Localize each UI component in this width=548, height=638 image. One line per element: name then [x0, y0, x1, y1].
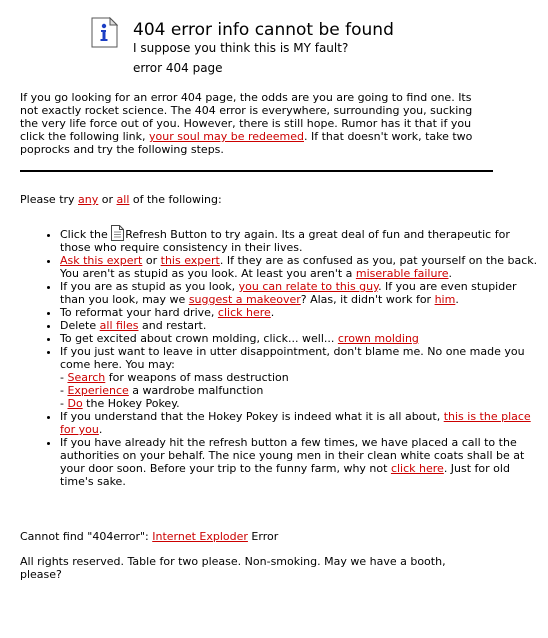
- page-title: 404 error info cannot be found: [133, 20, 394, 40]
- old-times-click-here-link[interactable]: click here: [390, 462, 444, 475]
- list-item: [60, 345, 540, 410]
- step7-search-text: for weapons of mass destruction: [105, 371, 289, 384]
- please-prefix: Please try: [20, 193, 79, 206]
- step7-dash: -: [60, 371, 68, 384]
- step9-text-end: . Just for old time's sake.: [60, 462, 510, 488]
- all-files-link[interactable]: all files: [99, 319, 139, 332]
- footer-suffix: Error: [247, 530, 279, 543]
- reformat-click-here-link[interactable]: click here: [217, 306, 271, 319]
- step3-text-mid2: ? Alas, it didn't work for: [300, 293, 435, 306]
- step7-do-text: the Hokey Pokey.: [82, 397, 180, 410]
- step7-dash: -: [60, 384, 68, 397]
- step3-text-mid: . If you are even stupider than you look, may we: [60, 280, 517, 306]
- soul-redeemed-link[interactable]: your soul may be redeemed: [149, 130, 304, 143]
- experience-link[interactable]: Experience: [67, 384, 129, 397]
- list-item: [60, 436, 540, 488]
- place-for-you-link[interactable]: this is the place for you: [60, 410, 531, 436]
- please-or: or: [98, 193, 117, 206]
- internet-exploder-link[interactable]: Internet Exploder: [152, 530, 248, 543]
- makeover-link[interactable]: suggest a makeover: [188, 293, 301, 306]
- step3-end: .: [455, 293, 459, 306]
- list-item: [60, 306, 540, 319]
- any-link[interactable]: any: [78, 193, 99, 206]
- list-item: [60, 410, 540, 436]
- page-subtitle-secondary: error 404 page: [133, 61, 223, 75]
- step7-experience-text: a wardrobe malfunction: [128, 384, 264, 397]
- step4-end: .: [270, 306, 275, 319]
- step5-text: Delete: [60, 319, 100, 332]
- page-subtitle: I suppose you think this is MY fault?: [133, 41, 349, 55]
- step2-end: .: [448, 267, 452, 280]
- step1-text: Click the: [60, 228, 112, 241]
- step6-text: To get excited about crown molding, click... well...: [60, 332, 338, 345]
- step2-text: . If they are as confused as you, pat yourself on the back. You aren't as stupid as you look. At least you aren't a: [60, 254, 538, 280]
- step1-text-end: Refresh Button to try again. Its a great deal of fun and therapeutic for those who require consistency in their lives.: [60, 228, 510, 254]
- step8-text: If you understand that the Hokey Pokey is indeed what it is all about,: [60, 410, 444, 423]
- step4-text: To reformat your hard drive,: [60, 306, 218, 319]
- step7-text: If you just want to leave in utter disappointment, don't blame me. No one made you come here. You may:: [60, 345, 525, 371]
- step2-or: or: [142, 254, 161, 267]
- step8-end: .: [98, 423, 103, 436]
- search-link[interactable]: Search: [67, 371, 106, 384]
- divider: [20, 170, 493, 172]
- steps-list: [20, 225, 540, 488]
- list-item: [60, 254, 540, 280]
- info-icon: [91, 17, 118, 48]
- page-icon: [111, 225, 124, 241]
- list-item: [60, 280, 540, 306]
- this-expert-link[interactable]: this expert: [160, 254, 220, 267]
- list-item: [60, 319, 540, 332]
- step3-text: If you are as stupid as you look,: [60, 280, 239, 293]
- intro-paragraph: [20, 91, 490, 156]
- please-try-line: [20, 193, 222, 206]
- crown-molding-link[interactable]: crown molding: [337, 332, 419, 345]
- rights-footer: All rights reserved. Table for two please. Non-smoking. May we have a booth, please?: [20, 555, 446, 581]
- step9-text: If you have already hit the refresh button a few times, we have placed a call to the authorities on your behalf. The nice young men in their clean white coats shall be at your door soon. Before your trip to the funny farm, why not: [60, 436, 525, 475]
- error-footer: [20, 530, 278, 543]
- intro-text-end: . If that doesn't work, take two poprocks and try the following steps.: [20, 130, 473, 156]
- step7-dash: -: [60, 397, 68, 410]
- list-item: [60, 332, 540, 345]
- intro-text: If you go looking for an error 404 page, the odds are you are going to find one. Its not exactly rocket science. The 404 error is everywhere, surrounding you, sucking the very life force out of you. However, there is still hope. Rumor has it that if you click the following link,: [20, 91, 473, 143]
- do-link[interactable]: Do: [67, 397, 83, 410]
- footer-prefix: Cannot find "404error":: [20, 530, 153, 543]
- please-suffix: of the following:: [129, 193, 222, 206]
- step5-text-end: and restart.: [138, 319, 207, 332]
- all-link[interactable]: all: [116, 193, 130, 206]
- list-item: [60, 225, 540, 254]
- ask-expert-link[interactable]: Ask this expert: [60, 254, 143, 267]
- miserable-failure-link[interactable]: miserable failure: [355, 267, 449, 280]
- relate-guy-link[interactable]: you can relate to this guy: [238, 280, 379, 293]
- him-link[interactable]: him: [434, 293, 456, 306]
